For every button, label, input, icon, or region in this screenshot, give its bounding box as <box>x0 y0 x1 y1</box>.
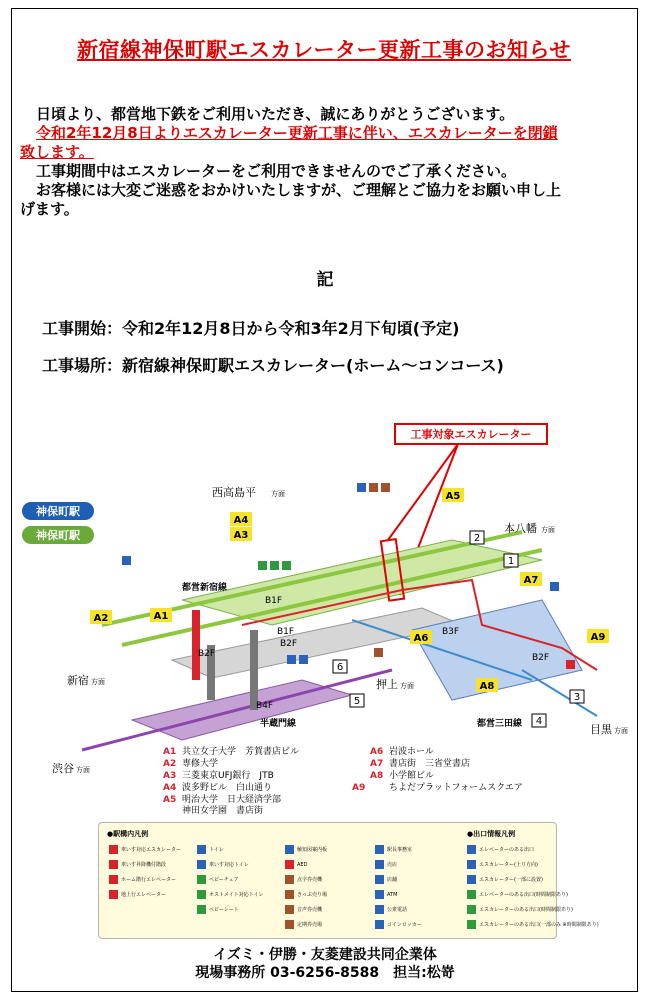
station-tag-shinjuku: 神保町駅 <box>36 529 80 542</box>
contractor-name: イズミ・伊勝・友菱建設共同企業体 <box>213 947 437 963</box>
exit-list-text-a8: 小学館ビル <box>389 771 435 781</box>
exit-list-text-a9: ちよだプラットフォームスクエア <box>389 783 523 793</box>
platform-4: 4 <box>535 716 543 727</box>
exit-list-text-a4: 波多野ビル 白山通り <box>182 783 273 793</box>
exit-list-code-a7: A7 <box>370 759 384 769</box>
legend-item: コインロッカー <box>375 920 422 929</box>
legend-item: エスカレーター(一部に設置) <box>467 875 543 884</box>
legend-item: 音声券売機 <box>285 905 322 914</box>
construction-place: 工事場所：新宿線神保町駅エスカレーター(ホーム～コンコース) <box>42 356 504 375</box>
ki-heading: 記 <box>316 270 334 290</box>
exit-list-text-a5b: 神田女学園 書店街 <box>182 806 264 814</box>
legend-item: 駅長事務室 <box>375 845 412 854</box>
exit-list-code-a4: A4 <box>163 783 177 793</box>
dir-nishitakashimadaira: 西高島平 <box>212 486 256 499</box>
callout-label: 工事対象エスカレーター <box>410 428 532 441</box>
legend-item: エレベーターのある出口(時間制限あり) <box>467 890 568 899</box>
exit-a5: A5 <box>445 491 461 502</box>
legend-item: ATM <box>375 890 397 899</box>
legend-item: 車いす対応トイレ <box>197 860 249 869</box>
label-hanzomon-line: 半蔵門線 <box>260 719 297 729</box>
exit-list-code-a8: A8 <box>370 771 384 781</box>
exit-a8: A8 <box>479 681 495 692</box>
dir-shinjuku: 新宿 <box>67 674 89 687</box>
exit-a6: A6 <box>413 633 429 644</box>
legend-title-exit: ●出口情報凡例 <box>467 830 516 838</box>
legend-item: 売店 <box>375 860 397 869</box>
exit-a9: A9 <box>590 632 606 643</box>
paragraph-greeting: 日頃より、都営地下鉄をご利用いただき、誠にありがとうございます。 <box>36 105 515 123</box>
paragraph-apology-line2: げます。 <box>20 200 79 218</box>
legend-item: 触知図案内板 <box>285 845 327 854</box>
floor-b1f-2: B1F <box>277 627 295 637</box>
legend-item: ベビーシート <box>197 905 239 914</box>
paragraph-closure-line2: 致します。 <box>20 143 94 161</box>
exit-list-code-a9: A9 <box>352 783 366 793</box>
legend-item: AED <box>285 860 307 869</box>
platform-3: 3 <box>573 692 581 703</box>
exit-a4: A4 <box>233 515 249 526</box>
paragraph-period-note: 工事期間中はエスカレーターをご利用できませんのでご了承ください。 <box>36 162 517 180</box>
legend-item: 店舗 <box>375 875 397 884</box>
exit-list-text-a3: 三菱東京UFJ銀行 JTB <box>182 771 274 781</box>
legend-item: 点字券売機 <box>285 875 322 884</box>
station-tag-mita: 神保町駅 <box>36 505 80 518</box>
exit-list-text-a6: 岩波ホール <box>389 747 434 757</box>
dir-hoho-4: 方面 <box>614 727 628 735</box>
map-legend <box>98 822 599 939</box>
legend-item: エスカレーター(上り方向) <box>467 860 538 869</box>
legend-item: きっぷ売り場 <box>285 890 327 899</box>
legend-item: 車いす昇降機付階段 <box>109 860 166 869</box>
exit-list-text-a5: 明治大学 日大経済学部 <box>182 795 282 805</box>
legend-item: エスカレーターのある出口(一部のみ ※時間制限あり) <box>467 920 599 929</box>
legend-item: ベビーチェア <box>197 875 239 884</box>
platform-1: 1 <box>507 556 515 567</box>
legend-item: ホーム階行エレベーター <box>109 875 176 884</box>
legend-item: 地上行エレベーター <box>109 890 166 899</box>
legend-item: 定期券売場 <box>285 920 322 929</box>
label-shinjuku-line: 都営新宿線 <box>182 583 228 593</box>
floor-b2f-3: B2F <box>532 653 550 663</box>
construction-period: 工事開始：令和2年12月8日から令和3年2月下旬頃(予定) <box>42 319 460 338</box>
dir-hoho-5: 方面 <box>76 766 90 774</box>
dir-hoho-1: 方面 <box>271 490 285 498</box>
legend-item: 車いす対応エスカレーター <box>109 845 181 854</box>
dir-oshiage: 押上 <box>376 678 398 691</box>
exit-list-code-a3: A3 <box>163 771 177 781</box>
legend-item: トイレ <box>197 845 224 854</box>
exit-list-code-a6: A6 <box>370 747 384 757</box>
dir-hoho-6: 方面 <box>400 682 414 690</box>
dir-meguro: 目黒 <box>590 723 612 736</box>
paragraph-closure-line1: 令和2年12月8日よりエスカレーター更新工事に伴い、エスカレーターを閉鎖 <box>36 124 558 142</box>
legend-item: エレベーターのある出口 <box>467 845 534 854</box>
legend-item: オストメイト対応トイレ <box>197 890 264 899</box>
notice-title: 新宿線神保町駅エスカレーター更新工事のお知らせ <box>77 38 571 62</box>
floor-b2f: B2F <box>280 639 298 649</box>
dir-hoho-3: 方面 <box>91 678 105 686</box>
exit-a3: A3 <box>233 530 249 541</box>
legend-item: 公衆電話 <box>375 905 407 914</box>
platform-2: 2 <box>473 533 481 544</box>
dir-hoho-2: 方面 <box>541 526 555 534</box>
station-map <box>22 420 628 814</box>
exit-list-text-a1: 共立女子大学 芳賀書店ビル <box>182 747 300 757</box>
legend-title-station: ●駅構内凡例 <box>107 830 149 838</box>
floor-b3f: B3F <box>442 627 460 637</box>
platform-5: 5 <box>353 696 361 707</box>
floor-b4f: B4F <box>256 701 274 711</box>
floor-b2f-2: B2F <box>198 649 216 659</box>
floor-b1f: B1F <box>265 596 283 606</box>
exit-list-text-a7: 書店街 三省堂書店 <box>389 759 471 769</box>
exit-list-code-a2: A2 <box>163 759 177 769</box>
legend-item: エスカレーターのある出口(時間制限あり) <box>467 905 573 914</box>
exit-a2: A2 <box>93 613 109 624</box>
exit-list-code-a5: A5 <box>163 795 177 805</box>
label-mita-line: 都営三田線 <box>477 719 523 729</box>
dir-motoyawata: 本八幡 <box>504 522 537 535</box>
exit-a1: A1 <box>153 611 169 622</box>
exit-list-code-a1: A1 <box>163 747 177 757</box>
exit-a7: A7 <box>523 575 539 586</box>
platform-6: 6 <box>336 662 344 673</box>
site-office-contact: 現場事務所 03-6256-8588 担当:松嵜 <box>195 965 455 981</box>
dir-shibuya: 渋谷 <box>52 762 74 775</box>
exit-list-text-a2: 専修大学 <box>182 759 219 769</box>
paragraph-apology-line1: お客様には大変ご迷惑をおかけいたしますが、ご理解とご協力をお願い申し上 <box>36 181 562 199</box>
